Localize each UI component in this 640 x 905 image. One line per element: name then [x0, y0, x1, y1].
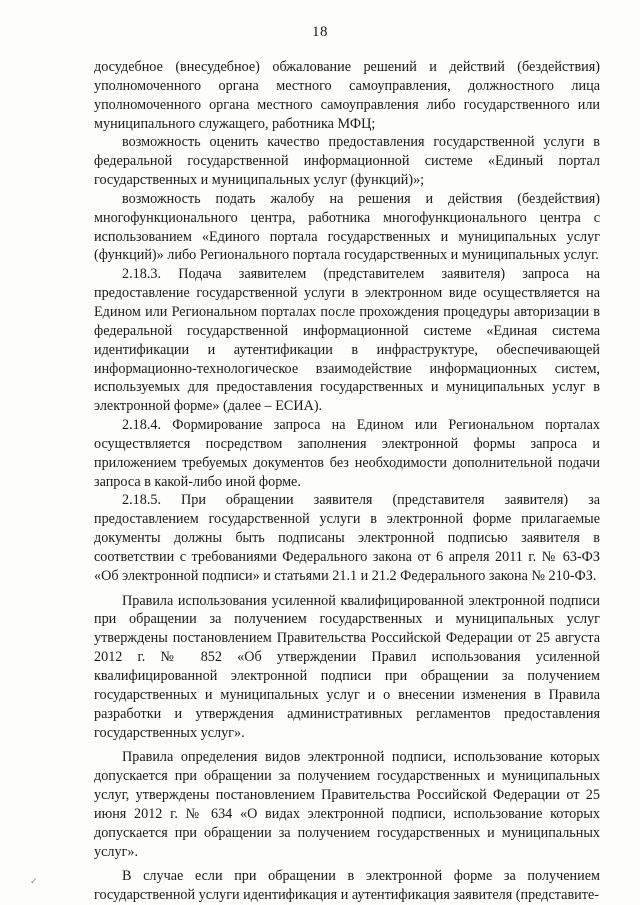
scan-mark: ✓ — [30, 876, 38, 886]
paragraph-signature-rules: Правила использования усиленной квалифицированной электронной подписи при обращении за получением государственных и муниципальных услуг утверждены постановлением Правительства Российской Федерации от 25 августа 2012 г. № 852 «Об утверждении Правил использования усиленной квалифицированной электронной подписи при обращении за получением государственных и муниципальных услуг и о внесении изменения в Правила разработки и утверждения административных регламентов предоставления государственных услуг». — [94, 592, 600, 741]
page-body — [94, 58, 600, 905]
paragraph-identification: В случае если при обращении в электронной форме за получением государственной услуги идентификация и аутентификация заявителя (представите- — [94, 868, 600, 904]
paragraph-appeal: досудебное (внесудебное) обжалование решений и действий (бездействия) уполномоченного органа местного самоуправления, должностного лица уполномоченного органа местного самоуправления либо государственного или муниципального служащего, работника МФЦ; — [94, 59, 600, 132]
paragraph-signature-types: Правила определения видов электронной подписи, использование которых допускается при обращении за получением государственных и муниципальных услуг, утверждены постановлением Правительства Российской Федерации от 25 июня 2012 г. № 634 «О видах электронной подписи, использование которых допускается при обращении за получением государственных и муниципальных услуг». — [94, 749, 600, 860]
paragraph-2-18-4: 2.18.4. Формирование запроса на Едином или Региональном порталах осуществляется посредством заполнения электронной формы запроса и приложением требуемых документов без необходимости дополнительной подачи запроса в какой-либо иной форме. — [94, 417, 600, 490]
paragraph-quality-rating: возможность оценить качество предоставления государственной услуги в федеральной государственной информационной системе «Единый портал государственных и муниципальных услуг (функций)»; — [94, 134, 600, 189]
paragraph-complaint: возможность подать жалобу на решения и действия (бездействия) многофункционального центра, работника многофункционального центра с использованием «Единого портала государственных и муниципальных услуг (функций)» либо Регионального портала государственных и муниципальных услуг. — [94, 190, 600, 264]
page-number: 18 — [312, 24, 328, 40]
paragraph-2-18-5: 2.18.5. При обращении заявителя (представителя заявителя) за предоставлением государственной услуги в электронной форме прилагаемые документы должны быть подписаны электронной подписью заявителя в соответствии с требованиями Федерального закона от 6 апреля 2011 г. № 63-ФЗ «Об электронной подписи» и статьями 21.1 и 21.2 Федерального закона № 210-ФЗ. — [94, 492, 600, 584]
paragraph-2-18-3: 2.18.3. Подача заявителем (представителем заявителя) запроса на предоставление государственной услуги в электронном виде осуществляется на Едином или Региональном порталах после прохождения процедуры авторизации в федеральной государственной информационной системе «Единая система идентификации и аутентификации в инфраструктуре, обеспечивающей информационно-технологическое взаимодействие информационных систем, используемых для предоставления государственных и муниципальных услуг в электронной форме» (далее – ЕСИА). — [94, 266, 600, 415]
